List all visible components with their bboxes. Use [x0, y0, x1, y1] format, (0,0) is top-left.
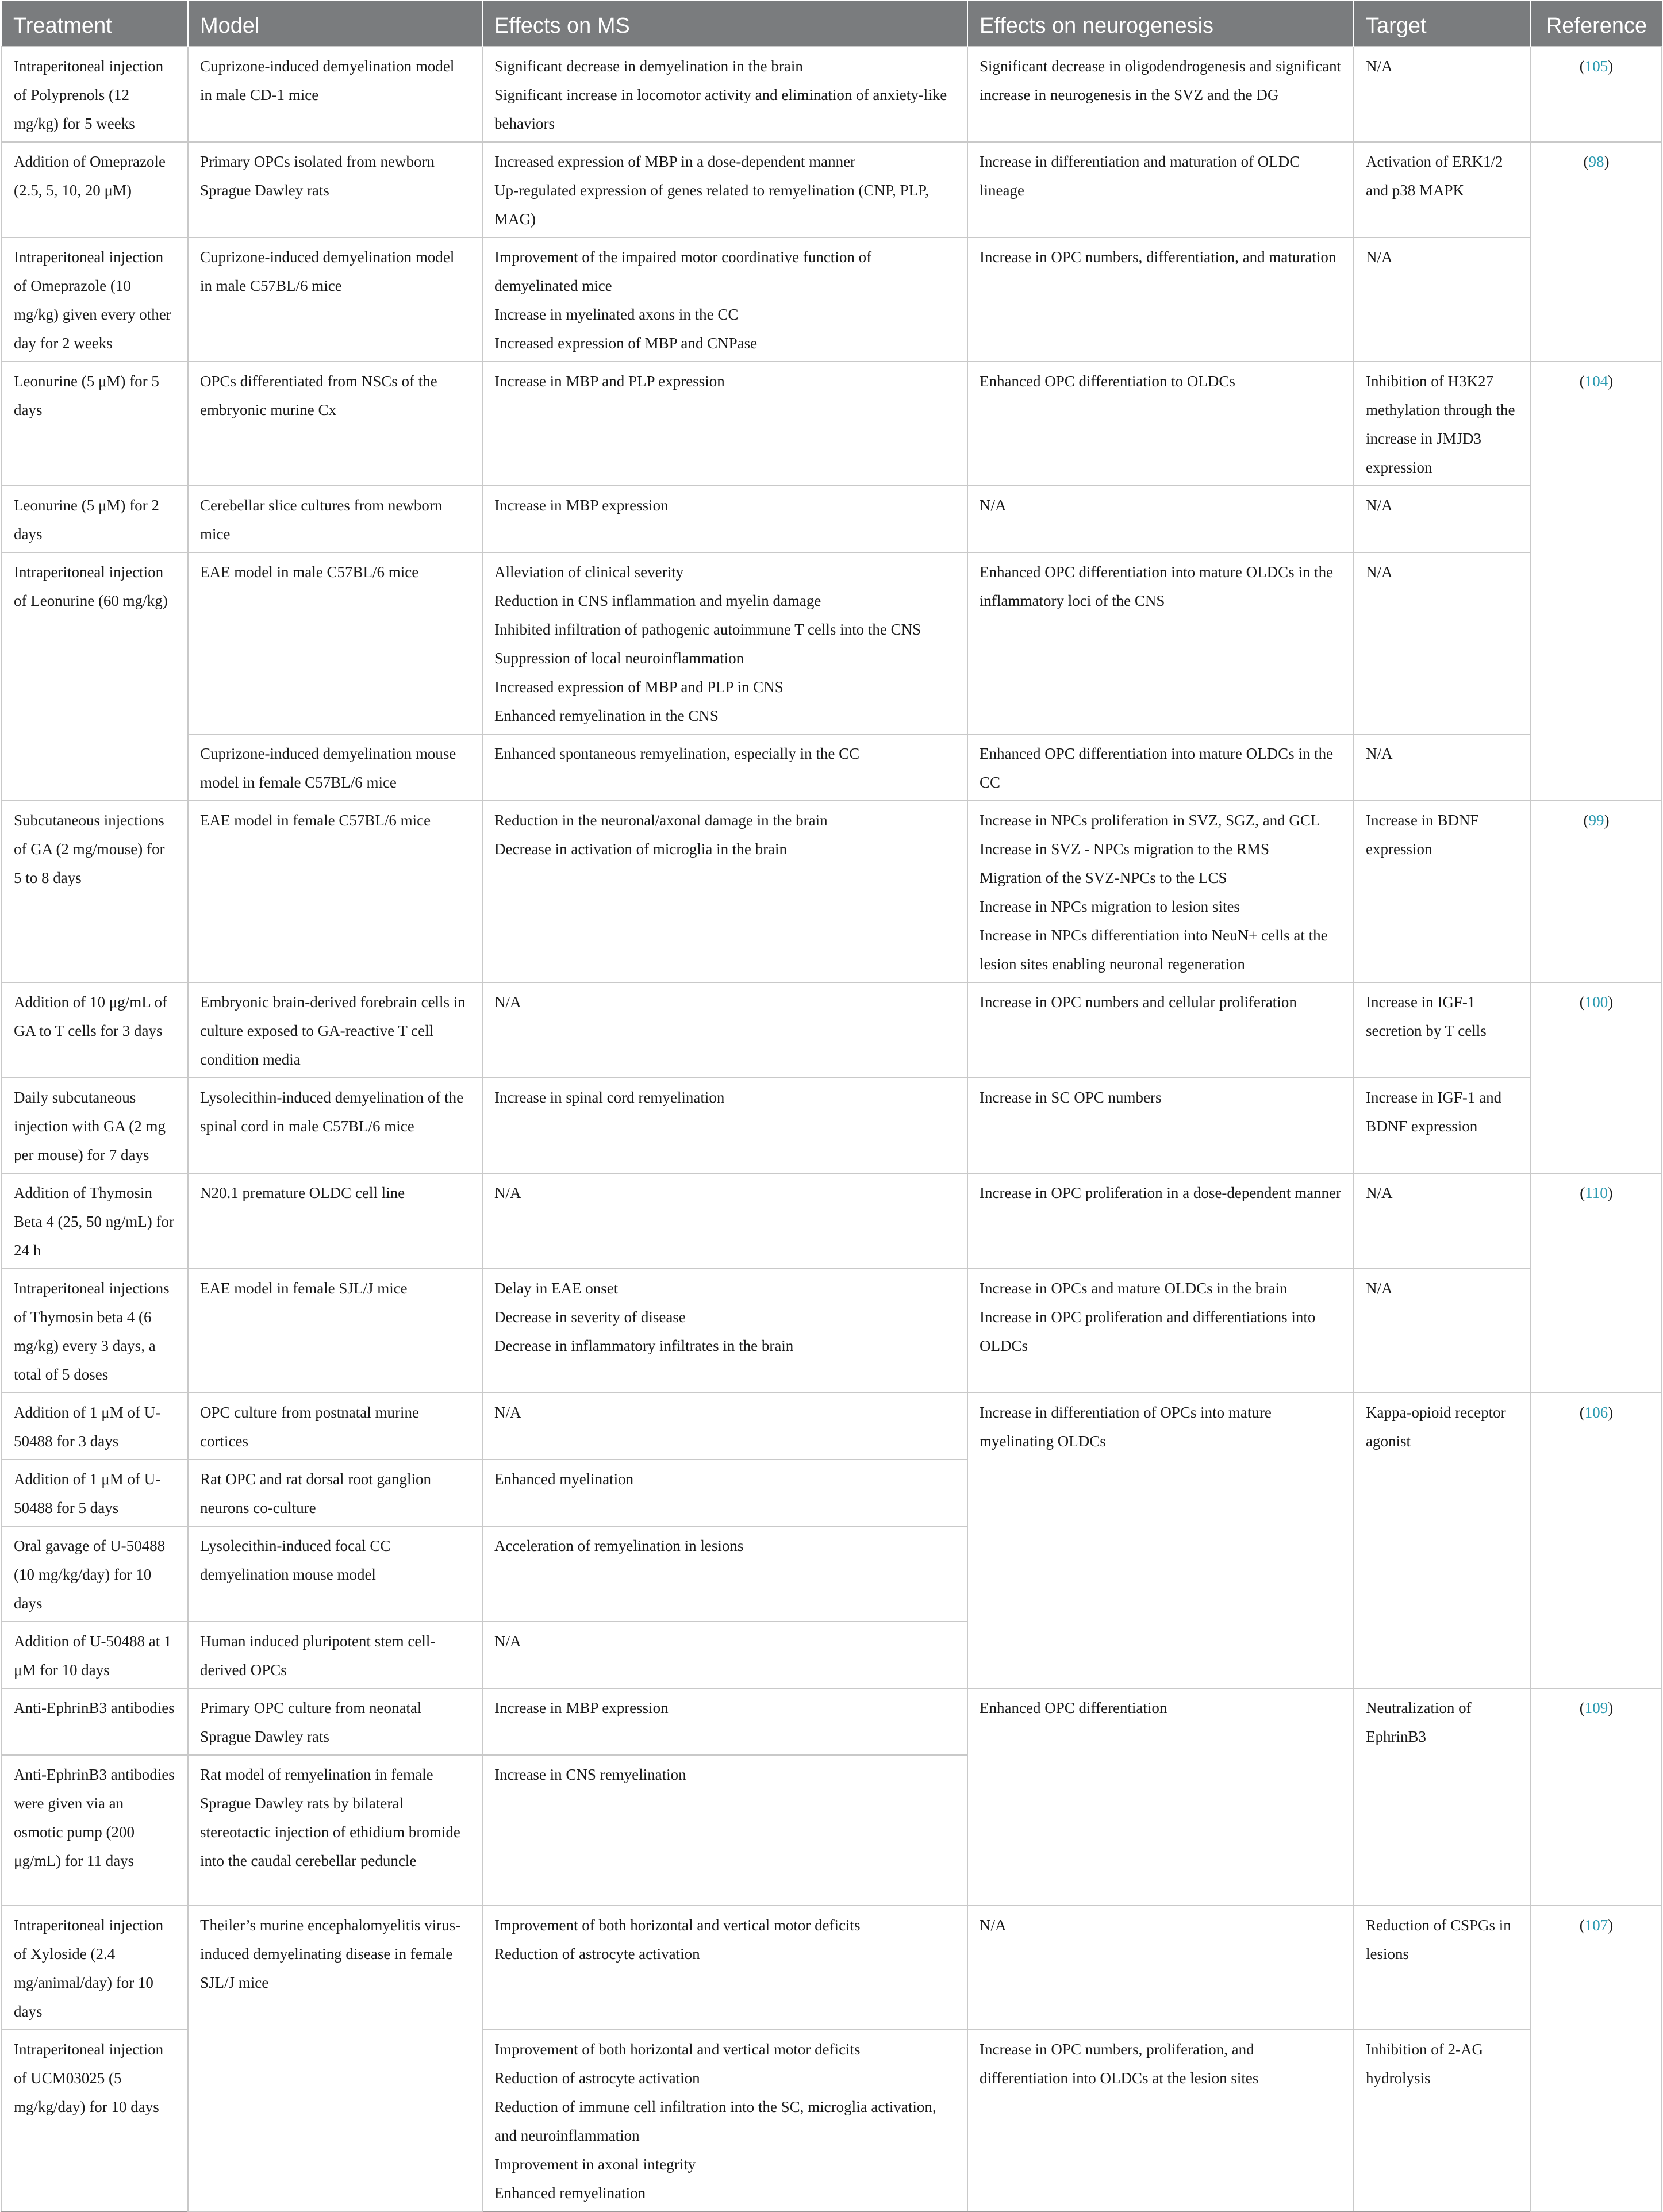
cell-effects-ms [482, 1755, 967, 1906]
cell-treatment: Intraperitoneal injection of Xyloside (2.4 mg/animal/day) for 10 days [2, 1906, 188, 2030]
ms-effect-line: Enhanced remyelination [494, 2184, 646, 2202]
ms-effect-line: N/A [494, 993, 521, 1011]
cell-treatment: Intraperitoneal injection of Leonurine (60 mg/kg) [2, 552, 188, 801]
reference-link[interactable]: 104 [1584, 372, 1608, 390]
cell-effects-ms [482, 362, 967, 486]
cell-effects-ms [482, 552, 967, 734]
cell-reference: (99) [1531, 801, 1662, 982]
cell-effects-neurogenesis: Increase in OPC proliferation in a dose-dependent manner [967, 1173, 1354, 1269]
cell-effects-neurogenesis: Increase in SC OPC numbers [967, 1078, 1354, 1173]
cell-reference: (109) [1531, 1688, 1662, 1906]
ms-effect-line: Reduction in CNS inflammation and myelin damage [494, 592, 821, 609]
cell-treatment: Leonurine (5 μM) for 2 days [2, 486, 188, 552]
ms-effect-line: Improvement in axonal integrity [494, 2156, 696, 2173]
ms-effect-line: Improvement of the impaired motor coordinative function of demyelinated mice [494, 248, 872, 294]
cell-target: N/A [1354, 552, 1531, 734]
cell-target: N/A [1354, 734, 1531, 801]
neuro-effect-line: Increase in NPCs migration to lesion sites [980, 898, 1240, 915]
cell-model: Cuprizone-induced demyelination model in male C57BL/6 mice [188, 237, 482, 362]
cell-effects-neurogenesis: Increase in differentiation of OPCs into mature myelinating OLDCs [967, 1393, 1354, 1688]
table-row [2, 1906, 1662, 2030]
cell-target: Activation of ERK1/2 and p38 MAPK [1354, 142, 1531, 237]
ms-effect-line: Improvement of both horizontal and vertical motor deficits [494, 1917, 861, 1934]
cell-reference: (105) [1531, 47, 1662, 142]
neuro-effect-line: Migration of the SVZ-NPCs to the LCS [980, 869, 1227, 886]
cell-effects-neurogenesis [967, 801, 1354, 982]
ms-effect-line: Reduction of astrocyte activation [494, 1945, 700, 1963]
cell-target: N/A [1354, 486, 1531, 552]
cell-target: Increase in BDNF expression [1354, 801, 1531, 982]
header-effects-ms: Effects on MS [482, 1, 967, 47]
cell-effects-neurogenesis [967, 1269, 1354, 1393]
ms-effect-line: Increase in myelinated axons in the CC [494, 306, 739, 323]
ms-effect-line: Inhibited infiltration of pathogenic autoimmune T cells into the CNS [494, 621, 921, 638]
reference-link[interactable]: 100 [1584, 993, 1608, 1011]
neuro-effect-line: Increase in OPC proliferation and differentiations into OLDCs [980, 1308, 1316, 1354]
cell-target: Increase in IGF-1 secretion by T cells [1354, 982, 1531, 1078]
cell-effects-ms [482, 486, 967, 552]
table-row [2, 362, 1662, 486]
cell-model: Lysolecithin-induced demyelination of the spinal cord in male C57BL/6 mice [188, 1078, 482, 1173]
cell-treatment: Intraperitoneal injection of UCM03025 (5 mg/kg/day) for 10 days [2, 2030, 188, 2211]
ms-effect-line: Reduction in the neuronal/axonal damage in the brain [494, 812, 828, 829]
cell-model: Theiler’s murine encephalomyelitis virus-induced demyelinating disease in female SJL/J mice [188, 1906, 482, 2211]
neuro-effect-line: Increase in NPCs differentiation into NeuN+ cells at the lesion sites enabling neuronal regeneration [980, 927, 1328, 973]
cell-effects-ms [482, 801, 967, 982]
cell-model: Rat model of remyelination in female Sprague Dawley rats by bilateral stereotactic injection of ethidium bromide into the caudal cerebellar peduncle [188, 1755, 482, 1906]
cell-effects-ms [482, 1906, 967, 2030]
cell-effects-neurogenesis: Significant decrease in oligodendrogenesis and significant increase in neurogenesis in the SVZ and the DG [967, 47, 1354, 142]
header-treatment: Treatment [2, 1, 188, 47]
cell-effects-neurogenesis: Increase in differentiation and maturation of OLDC lineage [967, 142, 1354, 237]
cell-model: Human induced pluripotent stem cell-derived OPCs [188, 1622, 482, 1688]
reference-link[interactable]: 110 [1585, 1184, 1608, 1201]
ms-effect-line: Decrease in severity of disease [494, 1308, 686, 1326]
header-target: Target [1354, 1, 1531, 47]
table-row [2, 47, 1662, 142]
cell-model: OPC culture from postnatal murine cortices [188, 1393, 482, 1460]
cell-effects-ms [482, 237, 967, 362]
cell-treatment: Anti-EphrinB3 antibodies [2, 1688, 188, 1755]
cell-treatment: Anti-EphrinB3 antibodies were given via an osmotic pump (200 μg/mL) for 11 days [2, 1755, 188, 1906]
table-row [2, 142, 1662, 237]
ms-effect-line: Increased expression of MBP and PLP in CNS [494, 678, 784, 696]
ms-effect-line: N/A [494, 1404, 521, 1421]
cell-reference: (107) [1531, 1906, 1662, 2211]
cell-model: Primary OPCs isolated from newborn Sprague Dawley rats [188, 142, 482, 237]
cell-target: N/A [1354, 1173, 1531, 1269]
header-effects-neurogenesis: Effects on neurogenesis [967, 1, 1354, 47]
cell-effects-ms [482, 734, 967, 801]
reference-link[interactable]: 98 [1588, 153, 1604, 170]
cell-treatment: Addition of 1 μM of U-50488 for 5 days [2, 1460, 188, 1526]
cell-treatment: Subcutaneous injections of GA (2 mg/mouse) for 5 to 8 days [2, 801, 188, 982]
cell-treatment: Addition of 1 μM of U-50488 for 3 days [2, 1393, 188, 1460]
ms-effect-line: Reduction of immune cell infiltration into the SC, microglia activation, and neuroinflammation [494, 2098, 936, 2144]
cell-treatment: Addition of Thymosin Beta 4 (25, 50 ng/mL) for 24 h [2, 1173, 188, 1269]
cell-reference: (110) [1531, 1173, 1662, 1393]
ms-effect-line: Increased expression of MBP in a dose-dependent manner [494, 153, 856, 170]
table-row [2, 1173, 1662, 1269]
ms-effect-line: N/A [494, 1184, 521, 1201]
cell-effects-neurogenesis: N/A [967, 1906, 1354, 2030]
ms-effect-line: Delay in EAE onset [494, 1280, 619, 1297]
cell-effects-ms [482, 1173, 967, 1269]
cell-treatment: Intraperitoneal injection of Omeprazole (10 mg/kg) given every other day for 2 weeks [2, 237, 188, 362]
cell-effects-ms [482, 1460, 967, 1526]
cell-treatment: Addition of 10 μg/mL of GA to T cells for 3 days [2, 982, 188, 1078]
cell-target: Neutralization of EphrinB3 [1354, 1688, 1531, 1906]
cell-target: Inhibition of 2-AG hydrolysis [1354, 2030, 1531, 2211]
cell-model: Cuprizone-induced demyelination model in male CD-1 mice [188, 47, 482, 142]
cell-model: EAE model in female SJL/J mice [188, 1269, 482, 1393]
header-reference: Reference [1531, 1, 1662, 47]
cell-effects-ms [482, 1269, 967, 1393]
reference-link[interactable]: 106 [1584, 1404, 1608, 1421]
reference-link[interactable]: 99 [1588, 812, 1604, 829]
ms-effect-line: Enhanced myelination [494, 1470, 634, 1488]
ms-effect-line: Enhanced spontaneous remyelination, especially in the CC [494, 745, 860, 762]
cell-model: Embryonic brain-derived forebrain cells in culture exposed to GA-reactive T cell condition media [188, 982, 482, 1078]
cell-target: Kappa-opioid receptor agonist [1354, 1393, 1531, 1688]
table-row [2, 982, 1662, 1078]
cell-target: Reduction of CSPGs in lesions [1354, 1906, 1531, 2030]
cell-model: Cerebellar slice cultures from newborn mice [188, 486, 482, 552]
treatment-table [1, 1, 1662, 2212]
cell-treatment: Addition of Omeprazole (2.5, 5, 10, 20 μM) [2, 142, 188, 237]
cell-effects-ms [482, 1688, 967, 1755]
cell-treatment: Intraperitoneal injections of Thymosin beta 4 (6 mg/kg) every 3 days, a total of 5 doses [2, 1269, 188, 1393]
ms-effect-line: Acceleration of remyelination in lesions [494, 1537, 744, 1554]
cell-model: OPCs differentiated from NSCs of the embryonic murine Cx [188, 362, 482, 486]
cell-effects-ms [482, 47, 967, 142]
reference-link[interactable]: 105 [1584, 57, 1608, 75]
cell-target: N/A [1354, 1269, 1531, 1393]
cell-effects-ms [482, 2030, 967, 2211]
ms-effect-line: Significant increase in locomotor activity and elimination of anxiety-like behaviors [494, 86, 947, 132]
cell-model: N20.1 premature OLDC cell line [188, 1173, 482, 1269]
ms-effect-line: Increase in MBP expression [494, 1699, 669, 1716]
neuro-effect-line: Increase in NPCs proliferation in SVZ, SGZ, and GCL [980, 812, 1320, 829]
table-row [2, 734, 1662, 801]
table-row [2, 486, 1662, 552]
table-row [2, 1393, 1662, 1460]
reference-link[interactable]: 109 [1584, 1699, 1608, 1716]
cell-effects-neurogenesis: Increase in OPC numbers and cellular proliferation [967, 982, 1354, 1078]
cell-effects-ms [482, 1393, 967, 1460]
ms-effect-line: Significant decrease in demyelination in the brain [494, 57, 803, 75]
neuro-effect-line: Increase in SVZ - NPCs migration to the RMS [980, 840, 1269, 858]
cell-target: Increase in IGF-1 and BDNF expression [1354, 1078, 1531, 1173]
cell-model: Primary OPC culture from neonatal Sprague Dawley rats [188, 1688, 482, 1755]
header-model: Model [188, 1, 482, 47]
ms-effect-line: Alleviation of clinical severity [494, 563, 684, 581]
cell-reference: (104) [1531, 362, 1662, 801]
ms-effect-line: Decrease in inflammatory infiltrates in the brain [494, 1337, 794, 1354]
ms-effect-line: Increase in spinal cord remyelination [494, 1089, 725, 1106]
cell-model: Lysolecithin-induced focal CC demyelination mouse model [188, 1526, 482, 1622]
cell-model: EAE model in male C57BL/6 mice [188, 552, 482, 734]
table-row [2, 1688, 1662, 1755]
cell-effects-ms [482, 142, 967, 237]
cell-reference: (100) [1531, 982, 1662, 1173]
ms-effect-line: Increase in CNS remyelination [494, 1766, 686, 1783]
ms-effect-line: Enhanced remyelination in the CNS [494, 707, 719, 724]
cell-model: Cuprizone-induced demyelination mouse model in female C57BL/6 mice [188, 734, 482, 801]
cell-target: N/A [1354, 237, 1531, 362]
cell-target: N/A [1354, 47, 1531, 142]
cell-effects-ms [482, 1622, 967, 1688]
cell-model: Rat OPC and rat dorsal root ganglion neurons co-culture [188, 1460, 482, 1526]
ms-effect-line: Suppression of local neuroinflammation [494, 650, 744, 667]
ms-effect-line: Increased expression of MBP and CNPase [494, 335, 758, 352]
cell-model: EAE model in female C57BL/6 mice [188, 801, 482, 982]
reference-link[interactable]: 107 [1584, 1917, 1608, 1934]
cell-reference: (98) [1531, 142, 1662, 362]
ms-effect-line: N/A [494, 1633, 521, 1650]
table-row [2, 801, 1662, 982]
cell-reference: (106) [1531, 1393, 1662, 1688]
ms-effect-line: Increase in MBP and PLP expression [494, 372, 725, 390]
cell-effects-neurogenesis: Increase in OPC numbers, differentiation, and maturation [967, 237, 1354, 362]
ms-effect-line: Reduction of astrocyte activation [494, 2069, 700, 2087]
cell-treatment: Daily subcutaneous injection with GA (2 mg per mouse) for 7 days [2, 1078, 188, 1173]
cell-treatment: Intraperitoneal injection of Polyprenols (12 mg/kg) for 5 weeks [2, 47, 188, 142]
neuro-effect-line: Increase in OPCs and mature OLDCs in the brain [980, 1280, 1288, 1297]
cell-treatment: Leonurine (5 μM) for 5 days [2, 362, 188, 486]
cell-effects-ms [482, 982, 967, 1078]
ms-effect-line: Improvement of both horizontal and vertical motor deficits [494, 2041, 861, 2058]
cell-effects-neurogenesis: Enhanced OPC differentiation into mature OLDCs in the inflammatory loci of the CNS [967, 552, 1354, 734]
table-row [2, 552, 1662, 734]
cell-effects-ms [482, 1526, 967, 1622]
cell-effects-neurogenesis: Enhanced OPC differentiation to OLDCs [967, 362, 1354, 486]
cell-effects-neurogenesis: Increase in OPC numbers, proliferation, and differentiation into OLDCs at the lesion sites [967, 2030, 1354, 2211]
header-row [2, 1, 1662, 47]
cell-treatment: Oral gavage of U-50488 (10 mg/kg/day) for 10 days [2, 1526, 188, 1622]
cell-effects-neurogenesis: Enhanced OPC differentiation [967, 1688, 1354, 1906]
cell-target: Inhibition of H3K27 methylation through the increase in JMJD3 expression [1354, 362, 1531, 486]
ms-effect-line: Up-regulated expression of genes related to remyelination (CNP, PLP, MAG) [494, 182, 929, 228]
cell-effects-neurogenesis: N/A [967, 486, 1354, 552]
ms-effect-line: Decrease in activation of microglia in the brain [494, 840, 788, 858]
cell-effects-neurogenesis: Enhanced OPC differentiation into mature OLDCs in the CC [967, 734, 1354, 801]
table-row [2, 1078, 1662, 1173]
table-row [2, 237, 1662, 362]
ms-effect-line: Increase in MBP expression [494, 497, 669, 514]
cell-effects-ms [482, 1078, 967, 1173]
cell-treatment: Addition of U-50488 at 1 μM for 10 days [2, 1622, 188, 1688]
table-row [2, 1269, 1662, 1393]
